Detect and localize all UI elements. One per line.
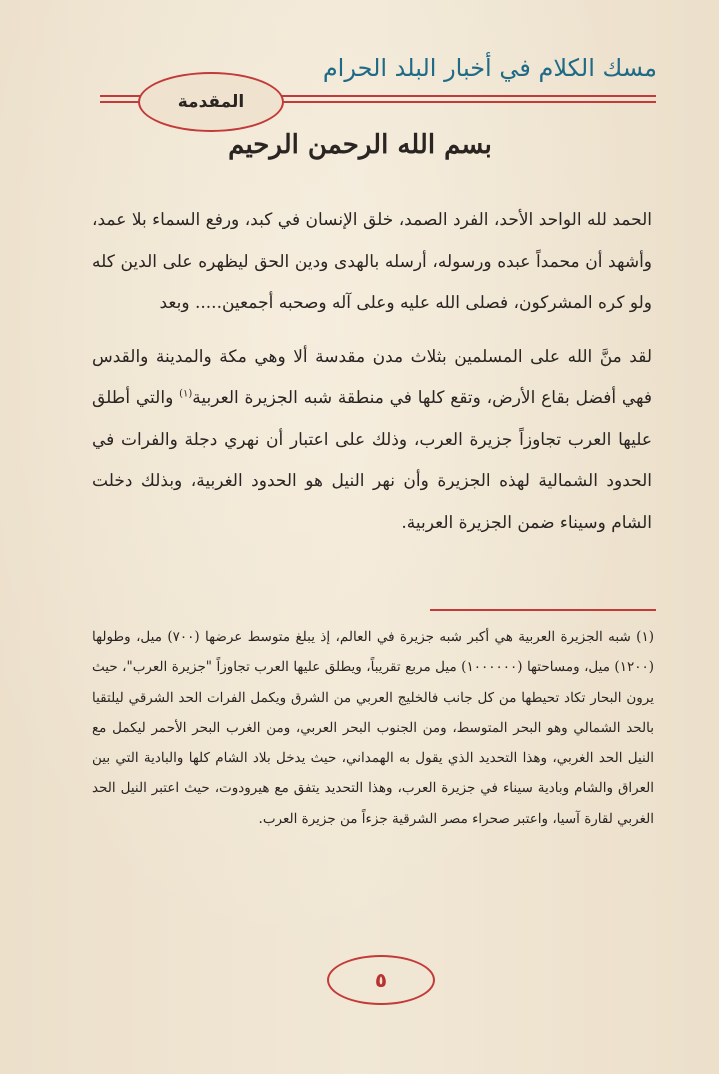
footnote (92, 622, 654, 834)
footnote-divider (430, 609, 656, 611)
footnote-reference: (١) (179, 388, 193, 400)
main-text (92, 200, 652, 544)
paragraph-2 (92, 337, 652, 545)
basmala-calligraphy: بسم الله الرحمن الرحيم (228, 130, 492, 160)
book-title: مسك الكلام في أخبار البلد الحرام (322, 54, 657, 82)
footnote-text: (١) شبه الجزيرة العربية هي أكبر شبه جزيرة في العالم، إذ يبلغ متوسط عرضها (٧٠٠) ميل، وطولها (١٢٠٠) ميل، ومساحتها (١٠٠٠٠٠٠) ميل مربع تقريباً، ويطلق عليها العرب تجاوزاً "جزيرة العرب"، حيث يرون البحار تكاد تحيطها من كل جانب فالخليج العربي من الشرق ويكمل الفرات الحد الشرقي ليلتقيا بالحد الشمالي وهو البحر المتوسط، ومن الجنوب البحر العربي، ومن الغرب البحر الأحمر ليكمل مع النيل الحد الغربي، وهذا التحديد الذي يقول به الهمداني، حيث يدخل بلاد الشام كلها والبادية التي بين العراق والشام وبادية سيناء في جزيرة العرب، وهذا التحديد يتفق مع هيرودوت، حيث اعتبر النيل الحد الغربي لقارة آسيا، واعتبر صحراء مصر الشرقية جزءاً من جزيرة العرب. (92, 629, 654, 827)
paragraph-1: الحمد لله الواحد الأحد، الفرد الصمد، خلق الإنسان في كبد، ورفع السماء بلا عمد، وأشهد أن محمداً عبده ورسوله، أرسله بالهدى ودين الحق ليظهره على الدين كله ولو كره المشركون، فصلى الله عليه وعلى آله وصحبه أجمعين..... وبعد (92, 210, 652, 313)
paragraph-2-part-2: والتي أطلق عليها العرب تجاوزاً جزيرة العرب، وذلك على اعتبار أن نهري دجلة والفرات في الحدود الشمالية لهذه الجزيرة وأن نهر النيل هو الحدود الغربية، وبذلك دخلت الشام وسيناء ضمن الجزيرة العربية. (92, 388, 652, 533)
paragraph-2-part-1: لقد منَّ الله على المسلمين بثلاث مدن مقدسة ألا وهي مكة والمدينة والقدس فهي أفضل بقاع الأرض، وتقع كلها في منطقة شبه الجزيرة العربية (92, 346, 653, 408)
page-number: ٥ (327, 955, 435, 1005)
section-title-badge: المقدمة (138, 72, 284, 132)
